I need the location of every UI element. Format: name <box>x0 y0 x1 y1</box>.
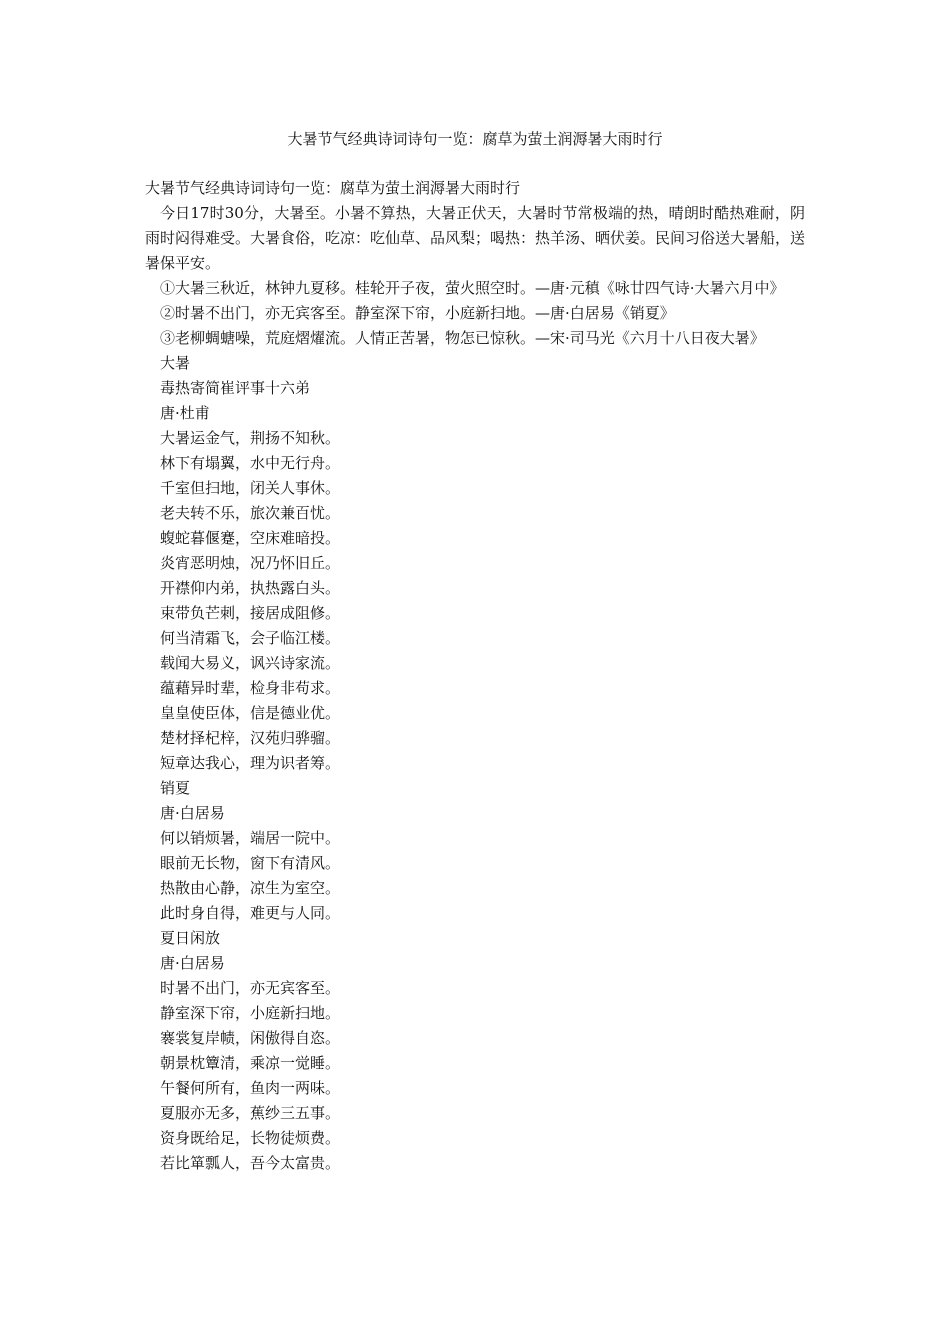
poem-line: 夏服亦无多，蕉纱三五事。 <box>160 1104 341 1122</box>
poem-line: 静室深下帘，小庭新扫地。 <box>160 1004 341 1022</box>
poem-line: 林下有塌翼，水中无行舟。 <box>160 454 341 472</box>
poem-line: 午餐何所有，鱼肉一两味。 <box>160 1079 341 1097</box>
poem-line: 若比箪瓢人，吾今太富贵。 <box>160 1154 341 1172</box>
poem-line: 热散由心静，凉生为室空。 <box>160 879 341 897</box>
document-body <box>145 176 805 1176</box>
poem-line: 褰裳复岸帻，闲傲得自恣。 <box>160 1029 341 1047</box>
poem-header: 销夏 <box>160 779 191 797</box>
quote-2: ②时暑不出门，亦无宾客至。静室深下帘，小庭新扫地。—唐·白居易《销夏》 <box>160 304 675 322</box>
poem-header: 大暑 <box>160 354 191 372</box>
quote-1: ①大暑三秋近，林钟九夏移。桂轮开子夜，萤火照空时。—唐·元稹《咏廿四气诗·大暑六月中》 <box>160 279 785 297</box>
poem-line: 时暑不出门，亦无宾客至。 <box>160 979 341 997</box>
poem-line: 开襟仰内弟，执热露白头。 <box>160 579 341 597</box>
poem-author: 唐·白居易 <box>160 804 225 822</box>
intro-paragraph: 今日17时30分，大暑至。小暑不算热，大暑正伏天，大暑时节常极端的热，晴朗时酷热难耐，阴雨时闷得难受。大暑食俗，吃凉：吃仙草、品风梨；喝热：热羊汤、晒伏姜。民间习俗送大暑船，送暑保平安。 <box>145 204 806 272</box>
poem-line: 束带负芒刺，接居成阻修。 <box>160 604 341 622</box>
quote-3: ③老柳蜩螗噪，荒庭熠燿流。人情正苦暑，物怎已惊秋。—宋·司马光《六月十八日夜大暑》 <box>160 329 765 347</box>
poem-line: 老夫转不乐，旅次兼百忧。 <box>160 504 341 522</box>
poem-author: 唐·白居易 <box>160 954 225 972</box>
poem-line: 千室但扫地，闭关人事休。 <box>160 479 341 497</box>
poem-line: 蕴藉异时辈，检身非苟求。 <box>160 679 341 697</box>
poem-line: 楚材择杞梓，汉苑归骅骝。 <box>160 729 341 747</box>
document-subtitle: 大暑节气经典诗词诗句一览：腐草为萤土润溽暑大雨时行 <box>145 179 521 197</box>
poem-line: 载闻大易义，讽兴诗家流。 <box>160 654 341 672</box>
poem-line: 短章达我心，理为识者筹。 <box>160 754 341 772</box>
poem-line: 朝景枕簟清，乘凉一觉睡。 <box>160 1054 341 1072</box>
poem-line: 炎宵恶明烛，况乃怀旧丘。 <box>160 554 341 572</box>
poem-line: 何以销烦暑，端居一院中。 <box>160 829 341 847</box>
poem-line: 此时身自得，难更与人同。 <box>160 904 341 922</box>
poem-title: 毒热寄简崔评事十六弟 <box>160 379 311 397</box>
poem-author: 唐·杜甫 <box>160 404 210 422</box>
poem-line: 资身既给足，长物徒烦费。 <box>160 1129 341 1147</box>
document-title: 大暑节气经典诗词诗句一览：腐草为萤土润溽暑大雨时行 <box>287 130 663 148</box>
poem-section-2 <box>145 776 805 926</box>
poem-line: 何当清霜飞，会子临江楼。 <box>160 629 341 647</box>
poem-line: 蝮蛇暮偃蹇，空床难暗投。 <box>160 529 341 547</box>
poem-header: 夏日闲放 <box>160 929 221 947</box>
poem-line: 大暑运金气，荆扬不知秋。 <box>160 429 341 447</box>
poem-section-1 <box>145 351 805 776</box>
poem-section-3 <box>145 926 805 1176</box>
poem-line: 皇皇使臣体，信是德业优。 <box>160 704 341 722</box>
poem-line: 眼前无长物，窗下有清风。 <box>160 854 341 872</box>
